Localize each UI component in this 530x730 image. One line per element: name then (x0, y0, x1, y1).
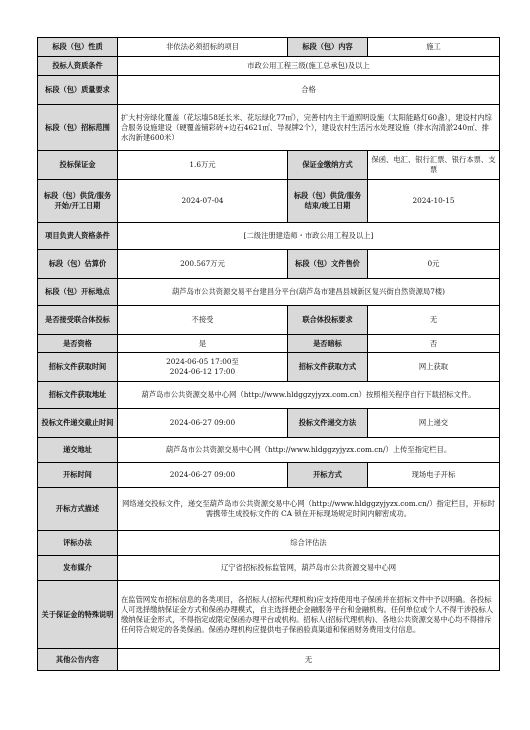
row-label: 其他公告内容 (38, 649, 118, 671)
row-label: 标段（包）供货/服务结束/竣工日期 (288, 180, 368, 223)
row-value: 非依法必须招标的项目 (118, 38, 288, 57)
row-label: 是否资格 (38, 335, 118, 353)
table-row (38, 151, 500, 180)
row-value: 网上递交 (368, 409, 500, 438)
row-value: 无 (368, 306, 500, 335)
row-value: 2024-06-27 09:00 (118, 409, 288, 438)
row-label: 投标人资质条件 (38, 57, 118, 76)
row-value: 合格 (118, 76, 500, 105)
row-label: 标段（包）质量要求 (38, 76, 118, 105)
row-label: 标段（包）供货/服务开始/开工日期 (38, 180, 118, 223)
row-value: 是 (118, 335, 288, 353)
row-label: 开标方式描述 (38, 488, 118, 531)
row-value: 在监管网发布招标信息的各类项目，各招标人(招标代理机构)应支持使用电子保函并在招标文件中予以明确。各投标人可选择缴纳保证金方式和保函办理模式，自主选择便企金融服务平台和金融机构。任何单位或个人不得干涉投标人缴纳保证金形式，不得指定或限定保函办理平台或机构。招标人(招标代理机构)、各地公共资源交易中心均不得排斥任何符合规定的各类保函。保函办理机构应提供电子保函验真渠道和保函财务费用支付信息。 (118, 581, 500, 649)
row-label: 标段（包）开标地点 (38, 279, 118, 306)
row-value: 施工 (368, 38, 500, 57)
row-value: 2024-07-04 (118, 180, 288, 223)
table-row (38, 556, 500, 581)
bid-info-table (37, 37, 500, 671)
table-row (38, 531, 500, 556)
row-value: 200.567万元 (118, 250, 288, 279)
row-value: 葫芦岛市公共资源交易平台建昌分平台(葫芦岛市建昌县城新区复兴街自然资源局7楼) (118, 279, 500, 306)
row-label: 是否接受联合体投标 (38, 306, 118, 335)
row-value: 网络递交投标文件，递交至葫芦岛市公共资源交易中心网（http://www.hldggzyjyzx.com.cn/）指定栏目，开标时需携带生成投标文件的 CA 锁在开标现场规定时间内解密成功。 (118, 488, 500, 531)
row-label: 发布媒介 (38, 556, 118, 581)
table-row (38, 279, 500, 306)
row-label: 保证金缴纳方式 (288, 151, 368, 180)
table-row (38, 250, 500, 279)
table-row (38, 438, 500, 463)
bid-info-document (37, 37, 499, 671)
table-row (38, 649, 500, 671)
row-label: 招标文件获取时间 (38, 353, 118, 382)
row-value: 葫芦岛市公共资源交易中心网（http://www.hldggzyjyzx.com.cn/）上传至指定栏目。 (118, 438, 500, 463)
row-value: 扩大村旁绿化覆盖（花坛墙58延长米、花坛绿化77㎡），完善村内主干道照明设施（太阳能路灯60盏），建设村内综合服务设施建设（硬覆盖铺彩砖+边石4621㎡、导视牌2个），建设农村生活污水处理设施（排水沟清淤240㎡、排水沟新建600米） (118, 105, 500, 151)
table-row (38, 105, 500, 151)
row-label: 投标文件递交截止时间 (38, 409, 118, 438)
table-row (38, 223, 500, 250)
start-time: 2024-06-05 17:00至 (166, 357, 239, 366)
row-value: 现场电子开标 (368, 463, 500, 488)
table-row (38, 409, 500, 438)
row-label: 标段（包）招标范围 (38, 105, 118, 151)
row-label: 开标时间 (38, 463, 118, 488)
table-row (38, 382, 500, 409)
row-label: 标段（包）性质 (38, 38, 118, 57)
table-row (38, 463, 500, 488)
table-row (38, 488, 500, 531)
row-label: 投标保证金 (38, 151, 118, 180)
row-value: 无 (118, 649, 500, 671)
row-label: 项目负责人资格条件 (38, 223, 118, 250)
row-label: 关于保证金的特殊说明 (38, 581, 118, 649)
row-value: [二级注册建造师・市政公用工程及以上] (118, 223, 500, 250)
row-value: 综合评估法 (118, 531, 500, 556)
row-value: 保函、电汇、银行汇票、银行本票、支票 (368, 151, 500, 180)
row-label: 标段（包）文件售价 (288, 250, 368, 279)
row-label: 投标文件递交方法 (288, 409, 368, 438)
row-value: 市政公用工程三级(施工总承包)及以上 (118, 57, 500, 76)
row-value: 否 (368, 335, 500, 353)
table-row (38, 353, 500, 382)
row-value: 网上获取 (368, 353, 500, 382)
row-value: 0元 (368, 250, 500, 279)
row-label: 开标方式 (288, 463, 368, 488)
row-value: 葫芦岛市公共资源交易中心网（http://www.hldggzyjyzx.com.cn）按照相关程序自行下载招标文件。 (118, 382, 500, 409)
row-label: 评标办法 (38, 531, 118, 556)
row-label: 招标文件获取地址 (38, 382, 118, 409)
table-row (38, 335, 500, 353)
table-row (38, 180, 500, 223)
table-row (38, 306, 500, 335)
row-value: 2024-10-15 (368, 180, 500, 223)
row-label: 递交地址 (38, 438, 118, 463)
row-label: 标段（包）估算价 (38, 250, 118, 279)
row-value (118, 353, 288, 382)
row-label: 是否暗标 (288, 335, 368, 353)
table-row (38, 57, 500, 76)
row-label: 标段（包）内容 (288, 38, 368, 57)
row-label: 联合体投标要求 (288, 306, 368, 335)
row-value: 2024-06-27 09:00 (118, 463, 288, 488)
table-row (38, 581, 500, 649)
table-row (38, 76, 500, 105)
end-time: 2024-06-12 17:00 (169, 367, 236, 376)
row-value: 辽宁省招标投标监管网，葫芦岛市公共资源交易中心网 (118, 556, 500, 581)
row-value: 不接受 (118, 306, 288, 335)
table-row (38, 38, 500, 57)
row-label: 招标文件获取方式 (288, 353, 368, 382)
row-value: 1.6万元 (118, 151, 288, 180)
